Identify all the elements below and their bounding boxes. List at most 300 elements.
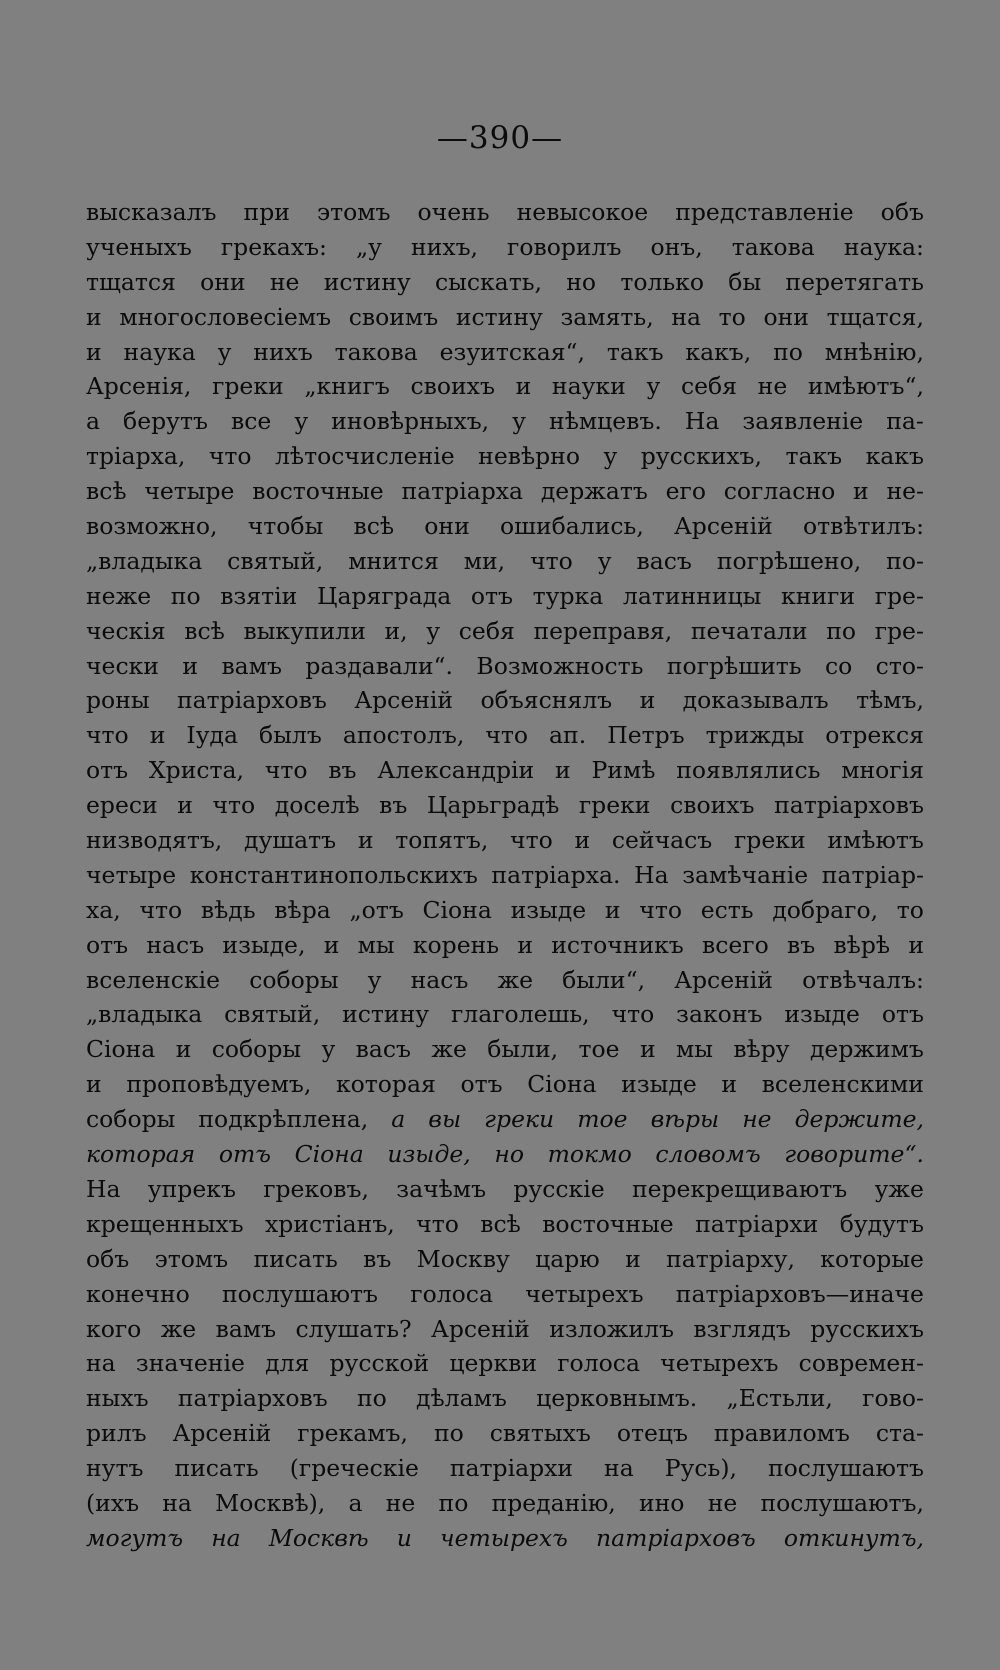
text-word: при (243, 198, 290, 226)
text-word: патріар- (821, 860, 924, 889)
text-word: греки (578, 791, 651, 820)
text-word: конечно (86, 1279, 190, 1308)
text-word: не (757, 372, 788, 401)
text-word: ошибались, (499, 512, 644, 541)
text-word: а (86, 407, 101, 436)
text-word: токмо (547, 1140, 632, 1169)
text-word: нутъ (86, 1454, 144, 1483)
text-word: что (208, 442, 252, 471)
text-word: по (433, 1419, 464, 1448)
text-word: въ (328, 756, 357, 785)
text-word: четыре (144, 477, 235, 506)
text-word: (ихъ (86, 1488, 140, 1517)
text-word: зачѣмъ (396, 1174, 487, 1203)
text-word: Сіона (527, 1070, 597, 1099)
text-word: отъ (460, 1070, 503, 1099)
text-line (86, 1277, 924, 1312)
text-word: этомъ (154, 1244, 229, 1273)
text-word: по (356, 1384, 387, 1413)
text-line (86, 439, 924, 474)
text-line (86, 788, 924, 823)
text-word: отъ (218, 1140, 271, 1169)
text-word: Александріи (377, 756, 535, 785)
text-word: па- (886, 407, 924, 436)
text-word: говорилъ (507, 232, 622, 261)
text-word: что (86, 721, 129, 750)
text-word: тое (578, 1035, 620, 1064)
text-word: имѣютъ“, (807, 372, 924, 401)
text-word: и (639, 686, 656, 715)
text-word: своихъ (410, 372, 495, 401)
text-word: патріарховъ (774, 791, 924, 820)
text-word: а (348, 1488, 363, 1517)
text-word: рилъ (86, 1419, 147, 1448)
text-word: такъ (785, 442, 843, 471)
text-word: и (177, 791, 193, 820)
text-word: церковнымъ. (536, 1384, 698, 1413)
text-word: могутъ (86, 1523, 184, 1552)
text-word: патріарховъ (177, 686, 327, 715)
text-word: грекахъ: (220, 232, 327, 261)
text-word: что (416, 1209, 459, 1238)
text-line (86, 1312, 924, 1347)
text-word: которые (820, 1244, 924, 1273)
text-word: наука: (843, 232, 924, 261)
text-word: ино (638, 1488, 685, 1517)
text-word: преданію, (491, 1488, 616, 1517)
text-word: нихъ, (411, 232, 479, 261)
text-word: голоса (557, 1349, 640, 1378)
text-line (86, 649, 924, 684)
text-word: изыде, (387, 1140, 471, 1169)
text-word: русскихъ, (640, 442, 762, 471)
text-line (86, 1172, 924, 1207)
text-word: четырехъ (660, 1349, 779, 1378)
text-word: его (665, 477, 706, 506)
text-word: всѣ (86, 477, 127, 506)
text-word: гре- (874, 616, 924, 645)
text-word: этомъ (316, 198, 391, 226)
text-word: патріарха. (491, 860, 621, 889)
text-word: послушаютъ (767, 1454, 924, 1483)
text-word: мы (357, 930, 395, 959)
text-word: Римѣ (591, 756, 656, 785)
text-word: „отъ (349, 895, 404, 924)
text-word: русскихъ (810, 1314, 924, 1343)
text-line (86, 823, 924, 858)
text-word: кого (86, 1314, 142, 1343)
text-word: и, (384, 616, 408, 645)
text-line (86, 300, 924, 335)
text-word: Арсеній (431, 1314, 530, 1343)
text-word: „владыка (86, 546, 203, 575)
text-line (86, 683, 924, 718)
text-word: невѣрно (478, 442, 580, 471)
text-word: упрекъ (147, 1174, 236, 1203)
text-word: все (230, 407, 272, 436)
text-word: неже (86, 581, 152, 610)
text-word: и (639, 1035, 656, 1064)
text-word: у (597, 546, 612, 575)
text-word: Петръ (607, 721, 685, 750)
text-word: только (620, 267, 705, 296)
text-word: истину (342, 1000, 430, 1029)
text-word: васъ (636, 546, 692, 575)
text-word: у (321, 1035, 336, 1064)
text-word: и (86, 302, 102, 331)
text-word: корень (412, 930, 500, 959)
text-word: доселѣ (274, 791, 360, 820)
text-line (86, 474, 924, 509)
text-line (86, 1032, 924, 1067)
text-word: Сіона (294, 1140, 364, 1169)
text-word: у (294, 407, 309, 436)
text-word: патріарховъ—иначе (675, 1279, 924, 1308)
text-line (86, 1207, 924, 1242)
text-word: мнѣнію, (824, 337, 924, 366)
text-word: Арсеній (674, 512, 773, 541)
text-word: печатали (690, 616, 808, 645)
text-word: отецъ (616, 1419, 688, 1448)
text-line (86, 1067, 924, 1102)
body-text (86, 195, 924, 1556)
text-word: Русь), (664, 1454, 737, 1483)
text-word: высказалъ (86, 198, 217, 226)
text-word: перетягать (785, 267, 924, 296)
text-word: крещенныхъ (86, 1209, 244, 1238)
text-word: Сіона (422, 895, 492, 924)
text-word: по- (886, 546, 924, 575)
text-word: такова (334, 337, 418, 366)
text-line (86, 928, 924, 963)
text-word: четырехъ (440, 1523, 568, 1552)
text-word: не (742, 1105, 772, 1134)
text-word: своимъ (348, 302, 439, 331)
text-word: и (86, 1070, 102, 1099)
text-word: Іуда (186, 721, 239, 750)
text-word: русской (329, 1349, 430, 1378)
text-word: тщатся, (826, 302, 924, 331)
text-word: соборы (249, 965, 339, 994)
text-word: у (367, 965, 382, 994)
text-line (86, 1451, 924, 1486)
text-word: что (139, 895, 183, 924)
text-word: ныхъ (86, 1384, 149, 1413)
text-word: Царяграда (317, 581, 452, 610)
text-word: вѣрѣ (833, 930, 891, 959)
text-word: вамъ (221, 651, 282, 680)
text-line (86, 858, 924, 893)
text-line (86, 369, 924, 404)
text-word: же (160, 1314, 197, 1343)
text-word: патріарховъ (595, 1523, 756, 1552)
text-word: и (574, 826, 591, 855)
text-word: переправя, (533, 616, 673, 645)
text-word: греки (734, 826, 806, 855)
text-word: трижды (705, 721, 805, 750)
text-word: которая (335, 1070, 436, 1099)
text-word: святый, (227, 546, 324, 575)
text-word: восточные (542, 1209, 674, 1238)
text-word: раздавали“. (305, 651, 454, 680)
text-word: что (530, 546, 573, 575)
text-word: вселенскими (761, 1070, 924, 1099)
text-word: и (515, 372, 532, 401)
text-word: они (200, 267, 246, 296)
text-word: и (182, 651, 199, 680)
text-word: изыде (621, 1070, 697, 1099)
text-word: сейчасъ (611, 826, 713, 855)
text-word: писать (174, 1454, 259, 1483)
text-word: которая (86, 1140, 196, 1169)
text-line (86, 579, 924, 614)
text-word: „Естьли, (726, 1384, 833, 1413)
text-word: нихъ (253, 337, 313, 366)
text-word: что (639, 895, 682, 924)
text-word: и (555, 756, 571, 785)
text-word: вѣру (733, 1035, 790, 1064)
text-word: ми, (463, 546, 506, 575)
text-word: Возможность (476, 651, 644, 680)
text-word: Арсеній (354, 686, 454, 715)
text-word: восточные (252, 477, 384, 506)
text-word: езуитская“, (439, 337, 586, 366)
text-word: латинницы (622, 581, 762, 610)
text-word: царю (535, 1244, 600, 1273)
text-word: гре- (874, 581, 924, 610)
text-word: подкрѣплена, (198, 1105, 369, 1134)
text-word: и (853, 477, 869, 506)
text-word: правиломъ (713, 1419, 850, 1448)
text-word: церкви (449, 1349, 538, 1378)
text-word: вамъ (215, 1314, 277, 1343)
text-word: говорите“. (784, 1140, 924, 1169)
text-word: по (826, 616, 857, 645)
text-word: откинутъ, (783, 1523, 924, 1552)
page-number: —390— (436, 120, 564, 156)
text-word: ап. (549, 721, 587, 750)
text-line (86, 1137, 924, 1172)
text-word: у (646, 372, 661, 401)
text-word: согласно (723, 477, 836, 506)
text-word: (греческіе (289, 1454, 419, 1483)
text-word: Арсеній (172, 1419, 272, 1448)
text-line (86, 265, 924, 300)
text-word: патріархи (695, 1209, 819, 1238)
text-word: всѣ (184, 616, 225, 645)
text-word: погрѣшено, (716, 546, 862, 575)
text-word: голоса (410, 1279, 493, 1308)
text-word: и (604, 895, 621, 924)
text-word: и (517, 930, 534, 959)
text-word: взглядъ (693, 1314, 791, 1343)
text-word: иновѣрныхъ, (331, 407, 490, 436)
text-word: такъ (606, 337, 664, 366)
text-word: себя (458, 616, 515, 645)
text-word: что (264, 756, 308, 785)
text-word: „у (355, 232, 382, 261)
text-word: добраго, (772, 895, 879, 924)
text-word: сыскать, (434, 267, 542, 296)
text-word: топятъ, (395, 826, 489, 855)
text-line (86, 509, 924, 544)
text-word: патріарха (401, 477, 524, 506)
text-line (86, 1102, 924, 1137)
text-word: глаголешь, (450, 1000, 590, 1029)
text-word: душатъ (243, 826, 337, 855)
text-line (86, 1486, 924, 1521)
text-word: и (149, 721, 166, 750)
text-word: берутъ (123, 407, 208, 436)
text-word: святыхъ (489, 1419, 591, 1448)
text-word: что (510, 826, 553, 855)
text-word: въ (787, 930, 816, 959)
text-word: они (424, 512, 470, 541)
text-word: объ (86, 1244, 130, 1273)
text-word: появлялись (676, 756, 821, 785)
text-line (86, 230, 924, 265)
text-word: отвѣчалъ: (802, 965, 924, 994)
text-word: у (217, 337, 232, 366)
text-word: и (323, 930, 340, 959)
text-word: отъ (881, 1000, 924, 1029)
text-word: многія (841, 756, 924, 785)
text-word: но (566, 267, 597, 296)
text-word: будутъ (839, 1209, 924, 1238)
text-word: нѣмцевъ. (549, 407, 662, 436)
text-word: отъ (86, 756, 129, 785)
text-word: современ- (798, 1349, 924, 1378)
text-word: Москвѣ (268, 1523, 369, 1552)
text-word: онъ, (650, 232, 703, 261)
text-word: со (824, 651, 853, 680)
text-line (86, 1346, 924, 1381)
text-word: На (684, 407, 720, 436)
text-word: На (86, 1174, 121, 1203)
text-word: чтобы (247, 512, 324, 541)
text-word: изыде (510, 895, 587, 924)
text-word: на (604, 1454, 634, 1483)
text-word: а (391, 1105, 406, 1134)
text-word: замять, (560, 302, 654, 331)
text-word: держатъ (540, 477, 648, 506)
text-word: что (212, 791, 256, 820)
text-word: были, (487, 1035, 559, 1064)
text-word: и (908, 930, 924, 959)
text-word: заявленіе (742, 407, 864, 436)
text-word: и (175, 1035, 192, 1064)
text-word: возможно, (86, 512, 218, 541)
text-word: патріарху, (666, 1244, 795, 1273)
text-word: изыде, (222, 930, 306, 959)
text-word: Христа, (148, 756, 245, 785)
text-word: погрѣшить (666, 651, 802, 680)
text-word: Сіона (86, 1035, 156, 1064)
text-word: ереси (86, 791, 158, 820)
text-word: держите, (794, 1105, 924, 1134)
text-word: на (162, 1488, 192, 1517)
text-line (86, 963, 924, 998)
text-line (86, 718, 924, 753)
text-word: не (385, 1488, 416, 1517)
text-word: былъ (259, 721, 322, 750)
text-word: мы (675, 1035, 713, 1064)
text-word: ха, (86, 895, 121, 924)
text-word: отвѣтилъ: (802, 512, 924, 541)
text-word: ческія (86, 616, 166, 645)
text-word: не (707, 1488, 738, 1517)
text-word: „владыка (86, 1000, 203, 1029)
text-word: были“, (562, 965, 646, 994)
text-word: на (671, 302, 702, 331)
text-word: своихъ (670, 791, 755, 820)
text-word: отъ (86, 930, 129, 959)
text-word: имѣютъ (827, 826, 924, 855)
text-word: уже (874, 1174, 924, 1203)
text-line (86, 404, 924, 439)
text-word: законъ (676, 1000, 763, 1029)
text-word: не- (886, 477, 924, 506)
text-word: какъ (865, 442, 924, 471)
text-word: что (485, 721, 529, 750)
text-word: такова (731, 232, 815, 261)
text-word: проповѣдуемъ, (126, 1070, 312, 1099)
text-word: мнится (348, 546, 439, 575)
text-word: держимъ (809, 1035, 924, 1064)
text-word: всѣ (480, 1209, 521, 1238)
text-word: замѣчаніе (682, 860, 809, 889)
text-word: низводятъ, (86, 826, 223, 855)
text-word: что (611, 1000, 655, 1029)
text-word: ученыхъ (86, 232, 192, 261)
text-word: истину (455, 302, 543, 331)
text-word: тое (577, 1105, 628, 1134)
text-word: васъ (355, 1035, 411, 1064)
text-word: бы (728, 267, 762, 296)
text-word: есть (700, 895, 754, 924)
text-word: святый, (224, 1000, 321, 1029)
text-word: у (512, 407, 526, 436)
text-word: насъ (146, 930, 205, 959)
text-word: дѣламъ (416, 1384, 507, 1413)
text-line (86, 753, 924, 788)
text-word: истину (323, 267, 411, 296)
text-line (86, 1416, 924, 1451)
text-word: на (86, 1349, 116, 1378)
text-word: очень (417, 198, 490, 226)
text-word: многословесіемъ (119, 302, 332, 331)
text-word: какъ, (685, 337, 752, 366)
text-word: „книгъ (304, 372, 390, 401)
text-word: отрекся (825, 721, 924, 750)
text-word: тріарха, (86, 442, 186, 471)
text-word: изложилъ (549, 1314, 674, 1343)
text-word: роны (86, 686, 150, 715)
text-word: патріархи (449, 1454, 574, 1483)
text-word: греки (484, 1105, 555, 1134)
text-word: послушаютъ (222, 1279, 379, 1308)
text-word: Арсеній (674, 965, 773, 994)
text-line (86, 893, 924, 928)
text-word: перекрещиваютъ (631, 1174, 848, 1203)
text-word: ста- (875, 1419, 924, 1448)
text-word: вѣдь (200, 895, 256, 924)
text-word: лѣтосчисленіе (274, 442, 455, 471)
text-line (86, 335, 924, 370)
text-word: патріарховъ (177, 1384, 328, 1413)
text-line (86, 1521, 924, 1556)
text-word: словомъ (655, 1140, 761, 1169)
